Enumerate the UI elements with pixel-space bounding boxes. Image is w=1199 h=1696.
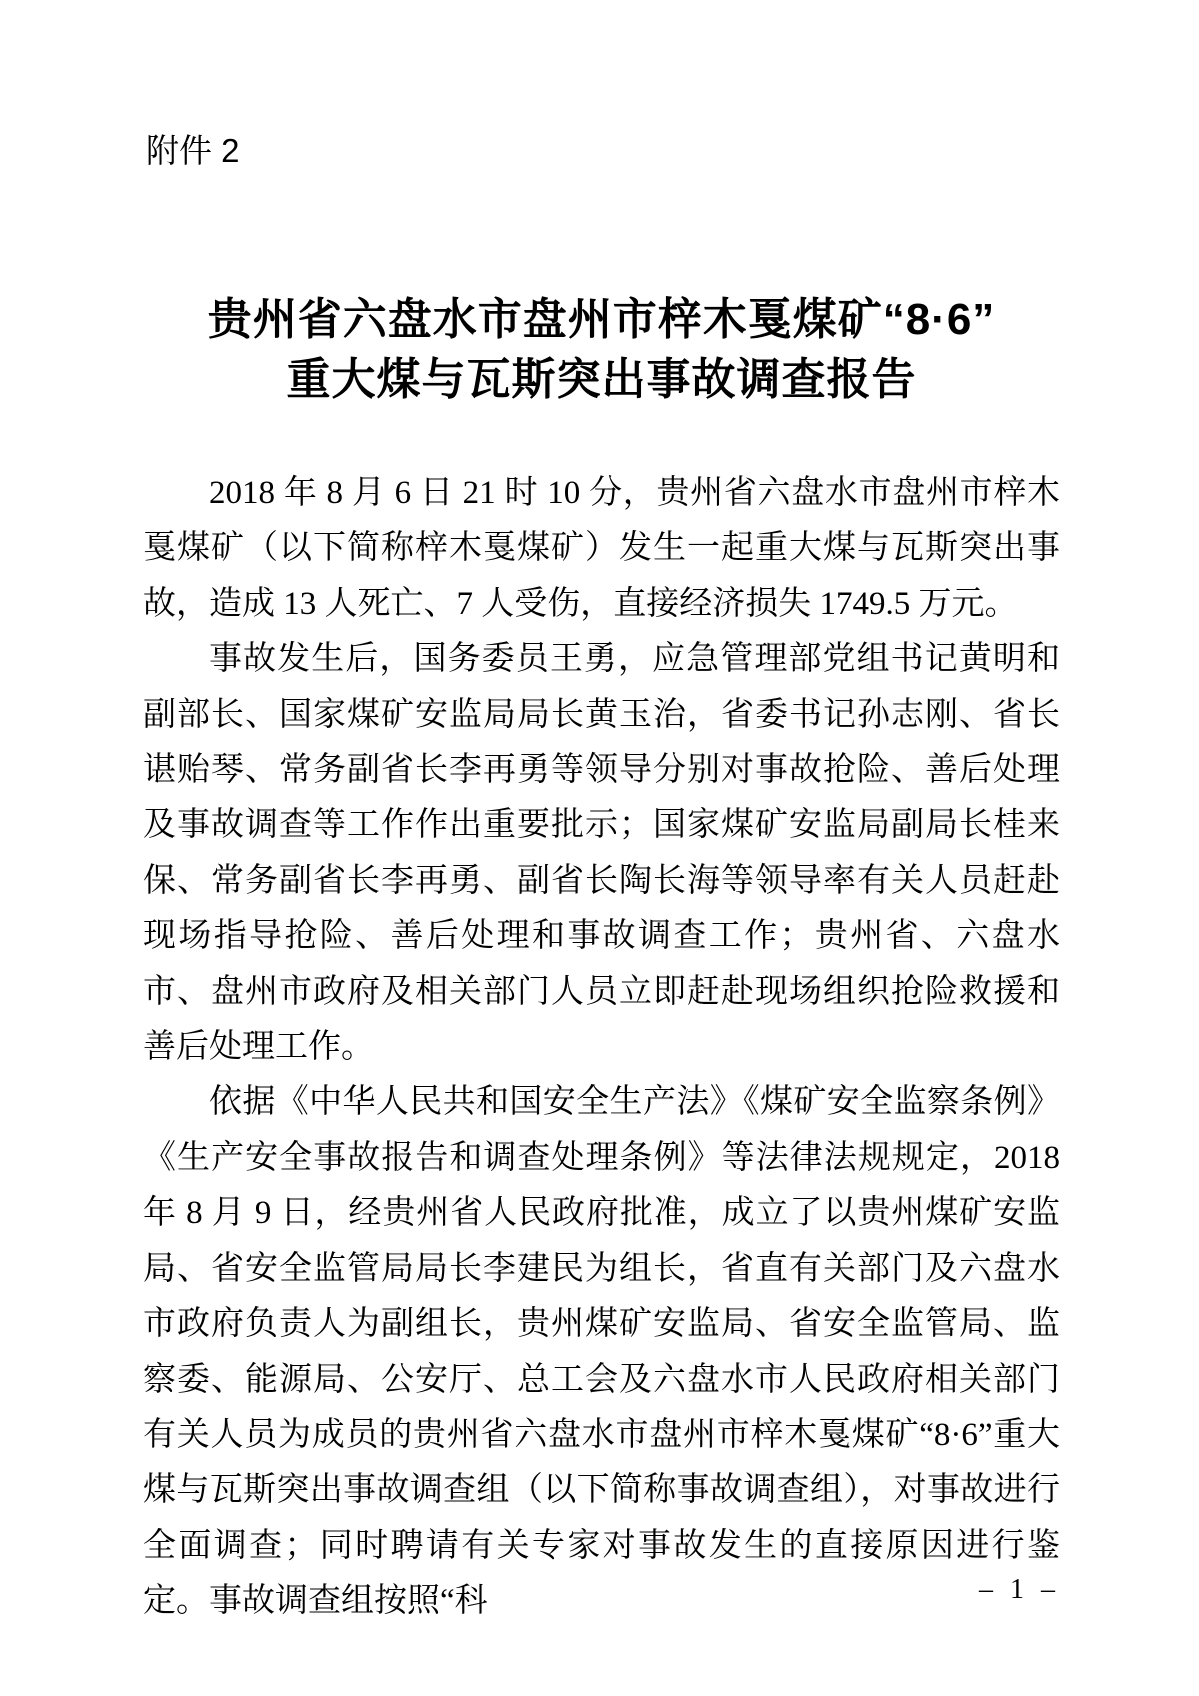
report-title-line-2: 重大煤与瓦斯突出事故调查报告 — [286, 355, 917, 404]
attachment-label: 附件 2 — [146, 132, 240, 169]
report-title — [143, 290, 1060, 410]
body-paragraph-3: 依据《中华人民共和国安全生产法》《煤矿安全监察条例》《生产安全事故报告和调查处理条例》等法律法规规定，2018 年 8 月 9 日，经贵州省人民政府批准，成立了以贵州煤矿安监局、省安全监管局局长李建民为组长，省直有关部门及六盘水市政府负责人为副组长，贵州煤矿安监局、省安全监管局、监察委、能源局、公安厅、总工会及六盘水市人民政府相关部门有关人员为成员的贵州省六盘水市盘州市梓木戛煤矿“8·6”重大煤与瓦斯突出事故调查组（以下简称事故调查组），对事故进行全面调查；同时聘请有关专家对事故发生的直接原因进行鉴定。事故调查组按照“科 — [143, 1084, 1060, 1620]
body-paragraph-1: 2018 年 8 月 6 日 21 时 10 分，贵州省六盘水市盘州市梓木戛煤矿（以下简称梓木戛煤矿）发生一起重大煤与瓦斯突出事故，造成 13 人死亡、7 人受伤，直接经济损失 1749.5 万元。 — [143, 475, 1060, 622]
page-number: – 1 – — [979, 1574, 1060, 1605]
report-title-line-1: 贵州省六盘水市盘州市梓木戛煤矿“8·6” — [207, 295, 996, 344]
report-body — [143, 466, 1060, 1630]
body-paragraph-2: 事故发生后，国务委员王勇，应急管理部党组书记黄明和副部长、国家煤矿安监局局长黄玉治，省委书记孙志刚、省长谌贻琴、常务副省长李再勇等领导分别对事故抢险、善后处理及事故调查等工作作出重要批示；国家煤矿安监局副局长桂来保、常务副省长李再勇、副省长陶长海等领导率有关人员赶赴现场指导抢险、善后处理和事故调查工作；贵州省、六盘水市、盘州市政府及相关部门人员立即赶赴现场组织抢险救援和善后处理工作。 — [143, 641, 1060, 1066]
